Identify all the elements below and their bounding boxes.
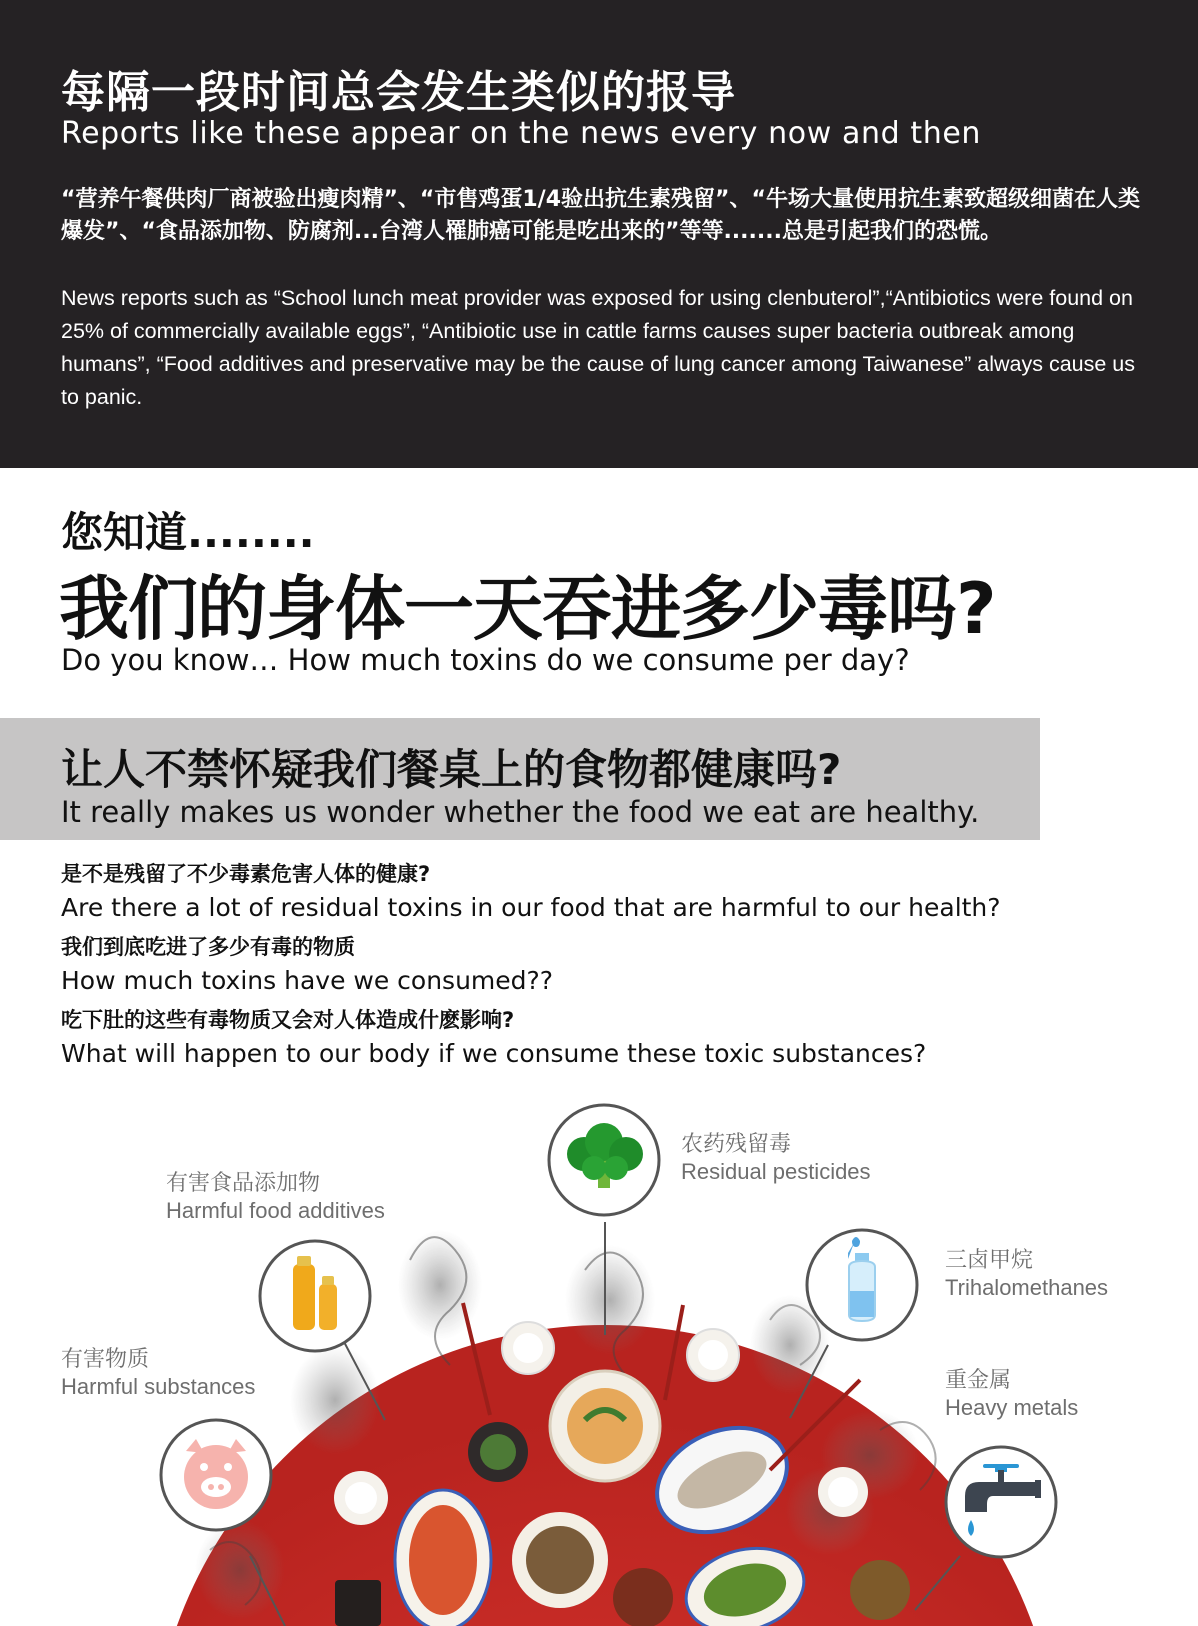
label-pesticides — [681, 1130, 871, 1186]
question-1-en: Are there a lot of residual toxins in our food that are harmful to our health? — [61, 893, 1001, 922]
question-2-cn: 我们到底吃进了多少有毒的物质 — [61, 935, 355, 959]
label-metals — [945, 1366, 1078, 1422]
label-pesticides-cn: 农药残留毒 — [681, 1131, 792, 1156]
pig-icon — [158, 1417, 274, 1533]
question-headline-en: Do you know… How much toxins do we consume per day? — [61, 643, 910, 677]
label-metals-cn: 重金属 — [945, 1367, 1012, 1392]
label-additives — [166, 1169, 385, 1225]
intro-title-en: Reports like these appear on the news every now and then — [61, 116, 982, 151]
label-substances — [61, 1345, 255, 1401]
broccoli-icon — [546, 1102, 662, 1218]
label-substances-en: Harmful substances — [61, 1374, 256, 1399]
label-trihalomethanes-cn: 三卤甲烷 — [945, 1247, 1034, 1272]
question-3-en: What will happen to our body if we consume these toxic substances? — [61, 1039, 927, 1068]
highlight-band-cn: 让人不禁怀疑我们餐桌上的食物都健康吗? — [61, 745, 842, 794]
question-lead-cn: 您知道........ — [61, 508, 315, 557]
highlight-band-en: It really makes us wonder whether the food we eat are healthy. — [61, 795, 980, 829]
intro-paragraph-en: News reports such as “School lunch meat provider was exposed for using clenbuterol”,“Antibiotics were found on 25% of commercially available eggs”, “Antibiotic use in cattle farms causes super bacteria outbreak among humans”, “Food additives and preservative may be the cause of lung cancer among Taiwanese” always cause us to panic. — [61, 286, 1135, 409]
label-additives-cn: 有害食品添加物 — [166, 1170, 321, 1195]
label-additives-en: Harmful food additives — [166, 1198, 385, 1223]
water-bottle-icon — [804, 1227, 920, 1343]
intro-title-cn: 每隔一段时间总会发生类似的报导 — [61, 67, 736, 118]
label-trihalomethanes-en: Trihalomethanes — [945, 1275, 1109, 1300]
label-metals-en: Heavy metals — [945, 1395, 1079, 1420]
question-3-cn: 吃下肚的这些有毒物质又会对人体造成什麽影响? — [61, 1008, 515, 1032]
intro-paragraph-cn: “营养午餐供肉厂商被验出瘦肉精”、“市售鸡蛋1/4验出抗生素残留”、“牛场大量使用抗生素致超级细菌在人类爆发”、“食品添加物、防腐剂...台湾人罹肺癌可能是吃出来的”等等.......总是引起我们的恐慌。 — [61, 187, 1140, 244]
question-2-en: How much toxins have we consumed?? — [61, 966, 554, 995]
label-pesticides-en: Residual pesticides — [681, 1159, 871, 1184]
question-headline-cn: 我们的身体一天吞进多少毒吗? — [59, 568, 996, 650]
oil-bottles-icon — [257, 1238, 373, 1354]
intro-section — [0, 0, 1198, 468]
water-faucet-icon — [943, 1444, 1059, 1560]
label-substances-cn: 有害物质 — [61, 1346, 150, 1371]
label-trihalomethanes — [945, 1246, 1108, 1302]
question-1-cn: 是不是残留了不少毒素危害人体的健康? — [61, 862, 431, 886]
